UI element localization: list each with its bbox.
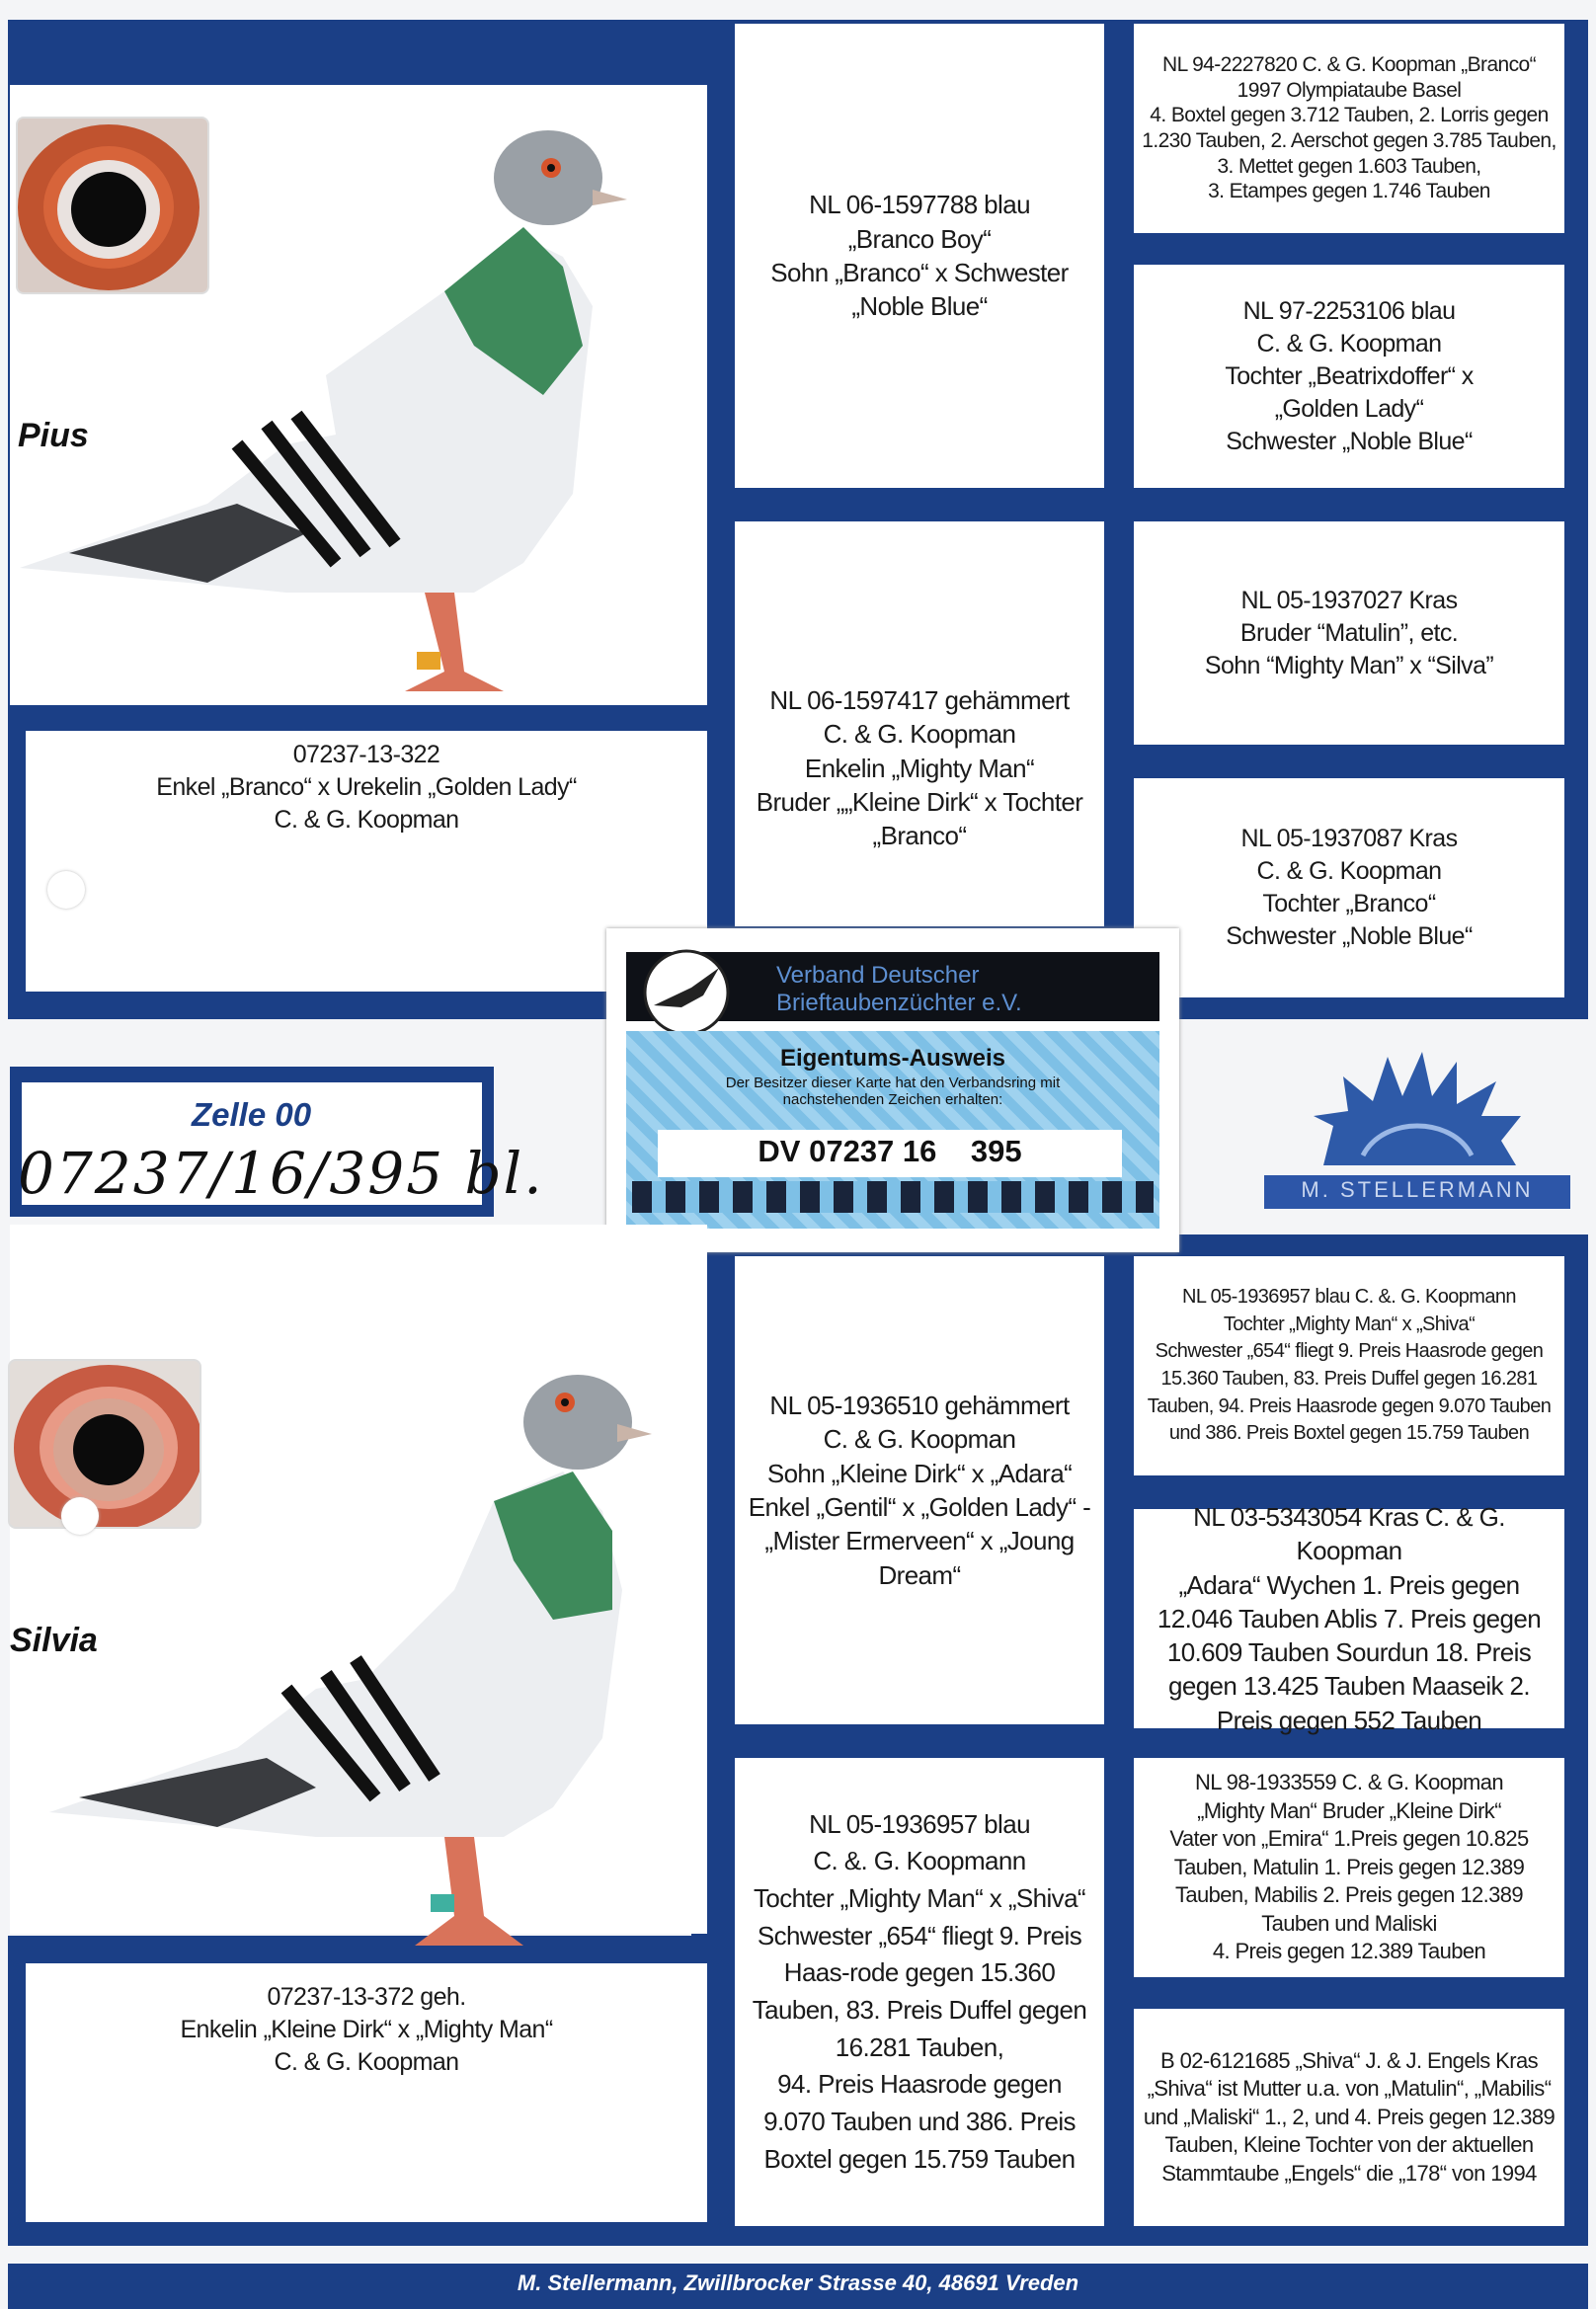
dam-mf-line-3: Vater von „Emira“ 1.Preis gegen 10.825 Tauben, Matulin 1. Preis gegen 12.389 Tauben, Mabilis 2. Preis gegen 12.389 Tauben und Maliski: [1169, 1826, 1529, 1936]
sire-father-line-2: „Branco Boy“: [847, 223, 992, 254]
sire-name: Pius: [18, 417, 89, 454]
dam-ring-line-2: Enkelin „Kleine Dirk“ x „Mighty Man“: [180, 2016, 553, 2043]
sire-ring-line-2: Enkel „Branco“ x Urekelin „Golden Lady“: [156, 773, 577, 801]
sire-ff-line-3: 4. Boxtel gegen 3.712 Tauben, 2. Lorris gegen 1.230 Tauben, 2. Aerschot gegen 3.785 Tauben,: [1142, 104, 1556, 152]
sire-ring-line-3: C. & G. Koopman: [274, 806, 459, 834]
dam-ff-box: [1134, 1256, 1564, 1475]
dove-logo-icon: [632, 948, 741, 1037]
id-card: [606, 928, 1179, 1252]
sire-ring-line-1: 07237-13-322: [292, 741, 440, 768]
dam-mm-box: [1134, 2009, 1564, 2226]
sire-fm-line-3: Tochter „Beatrixdoffer“ x: [1225, 361, 1474, 390]
card-title: Eigentums-Ausweis: [779, 1045, 1006, 1072]
sire-ff-line-1: NL 94-2227820 C. & G. Koopman „Branco“: [1162, 53, 1536, 77]
sire-mother-line-1: NL 06-1597417 gehämmert: [769, 685, 1070, 715]
dam-ring-line-3: C. & G. Koopman: [274, 2048, 459, 2076]
zelle-handwritten: 07237/16/395 bl.: [18, 1140, 544, 1207]
sire-mother-line-4: Bruder „„Kleine Dirk“ x Tochter „Branco“: [756, 786, 1083, 851]
footer-address: M. Stellermann, Zwillbrocker Strasse 40, 48691 Vreden: [517, 2270, 1079, 2295]
dam-ff-line-3: Schwester „654“ fliegt 9. Preis Haasrode gegen 15.360 Tauben, 83. Preis Duffel gegen 16.281 Tauben, 94. Preis Haasrode gegen 9.070 Tauben und 386. Preis Boxtel gegen 15.759 Tauben: [1147, 1340, 1552, 1445]
sire-pigeon-image: [10, 119, 642, 711]
sire-fm-line-1: NL 97-2253106 blau: [1242, 296, 1456, 325]
dam-father-line-2: C. & G. Koopman: [823, 1424, 1016, 1455]
sire-fm-line-5: Schwester „Noble Blue“: [1226, 427, 1473, 455]
dam-mf-line-4: 4. Preis gegen 12.389 Tauben: [1212, 1939, 1486, 1964]
dam-father-line-5: „Mister Ermerveen“ x „Joung Dream“: [764, 1526, 1075, 1590]
sire-mm-line-2: C. & G. Koopman: [1256, 857, 1442, 885]
sire-mm-line-3: Tochter „Branco“: [1262, 890, 1436, 917]
dam-father-box: [735, 1256, 1104, 1724]
punch-hole-top: [47, 871, 85, 909]
dam-mother-line-5: 94. Preis Haasrode gegen 9.070 Tauben und 386. Preis Boxtel gegen 15.759 Tauben: [763, 2069, 1076, 2174]
dam-ring-line-1: 07237-13-372 geh.: [267, 1983, 466, 2011]
dam-ff-line-1: NL 05-1936957 blau C. &. G. Koopmann: [1182, 1286, 1516, 1309]
sire-father-line-3: Sohn „Branco“ x Schwester „Noble Blue“: [770, 258, 1069, 322]
sire-mm-box: [1134, 778, 1564, 997]
sire-info-box: [26, 731, 707, 992]
sire-mf-line-3: Sohn “Mighty Man” x “Silva”: [1204, 651, 1494, 679]
sire-ff-line-2: 1997 Olympiataube Basel: [1237, 78, 1462, 102]
dam-mother-line-3: Tochter „Mighty Man“ x „Shiva“: [754, 1882, 1085, 1913]
dam-mf-line-2: „Mighty Man“ Bruder „Kleine Dirk“: [1197, 1797, 1501, 1823]
sire-mother-box: [735, 521, 1104, 926]
dam-mm-line-2: „Shiva“ ist Mutter u.a. von „Matulin“, „Mabilis“ und „Maliski“ 1., 2, und 4. Preis gegen 12.389 Tauben, Kleine Tochter von der aktuellen Stammtaube „Engels“ die „178“ von 1994: [1143, 2076, 1556, 2186]
dam-name: Silvia: [10, 1622, 98, 1659]
sire-fm-box: [1134, 265, 1564, 488]
zelle-label: Zelle 00: [192, 1096, 312, 1133]
dam-father-line-1: NL 05-1936510 gehämmert: [769, 1391, 1070, 1421]
sire-fm-line-2: C. & G. Koopman: [1256, 329, 1442, 358]
logo-text: M. STELLERMANN: [1301, 1177, 1534, 1202]
sire-father-box: [735, 24, 1104, 488]
card-ring-number: DV 07237 16 395: [758, 1134, 1022, 1168]
sire-mf-box: [1134, 521, 1564, 745]
sire-ff-line-5: 3. Etampes gegen 1.746 Tauben: [1208, 180, 1490, 203]
dam-fm-box: [1134, 1501, 1564, 1735]
dam-fm-line-1: NL 03-5343054 Kras C. & G. Koopman: [1193, 1501, 1505, 1566]
dam-fm-line-2: „Adara“ Wychen 1. Preis gegen 12.046 Tauben Ablis 7. Preis gegen 10.609 Tauben Sourdun 18. Preis gegen 13.425 Tauben Maaseik 2. Preis gegen 552 Tauben: [1157, 1569, 1542, 1735]
dam-mother-line-1: NL 05-1936957 blau: [809, 1808, 1030, 1839]
card-pattern-band: [632, 1181, 1154, 1213]
sire-ff-line-4: 3. Mettet gegen 1.603 Tauben,: [1217, 154, 1481, 178]
sire-fm-line-4: „Golden Lady“: [1274, 394, 1424, 423]
sire-mm-line-1: NL 05-1937087 Kras: [1240, 825, 1458, 852]
dam-mf-box: [1134, 1758, 1564, 1977]
dam-pigeon-image: [40, 1363, 672, 1955]
dam-mother-line-4: Schwester „654“ fliegt 9. Preis Haas-rode gegen 15.360 Tauben, 83. Preis Duffel gegen 16.281 Tauben,: [752, 1920, 1087, 2062]
sire-ff-box: [1134, 24, 1564, 233]
sire-mm-line-4: Schwester „Noble Blue“: [1226, 922, 1473, 950]
dam-ff-line-2: Tochter „Mighty Man“ x „Shiva“: [1223, 1313, 1476, 1335]
org-line-2: Brieftaubenzüchter e.V.: [776, 990, 1022, 1016]
card-subtitle: Der Besitzer dieser Karte hat den Verbandsring mit nachstehenden Zeichen erhalten:: [725, 1075, 1061, 1109]
dam-father-line-3: Sohn „Kleine Dirk“ x „Adara“: [766, 1458, 1073, 1488]
sire-mother-line-2: C. & G. Koopman: [823, 719, 1016, 750]
dam-info-box: [26, 1963, 707, 2222]
sire-father-line-1: NL 06-1597788 blau: [809, 190, 1030, 220]
dam-father-line-4: Enkel „Gentil“ x „Golden Lady“ -: [748, 1492, 1091, 1522]
dam-mother-box: [735, 1758, 1104, 2226]
dam-mf-line-1: NL 98-1933559 C. & G. Koopman: [1195, 1769, 1503, 1794]
org-line-1: Verband Deutscher: [776, 962, 980, 989]
sire-mf-line-1: NL 05-1937027 Kras: [1240, 586, 1458, 614]
dam-mother-line-2: C. &. G. Koopmann: [813, 1846, 1026, 1876]
sire-mother-line-3: Enkelin „Mighty Man“: [804, 753, 1035, 783]
sire-mf-line-2: Bruder “Matulin”, etc.: [1239, 618, 1459, 647]
dam-mm-line-1: B 02-6121685 „Shiva“ J. & J. Engels Kras: [1160, 2047, 1538, 2073]
